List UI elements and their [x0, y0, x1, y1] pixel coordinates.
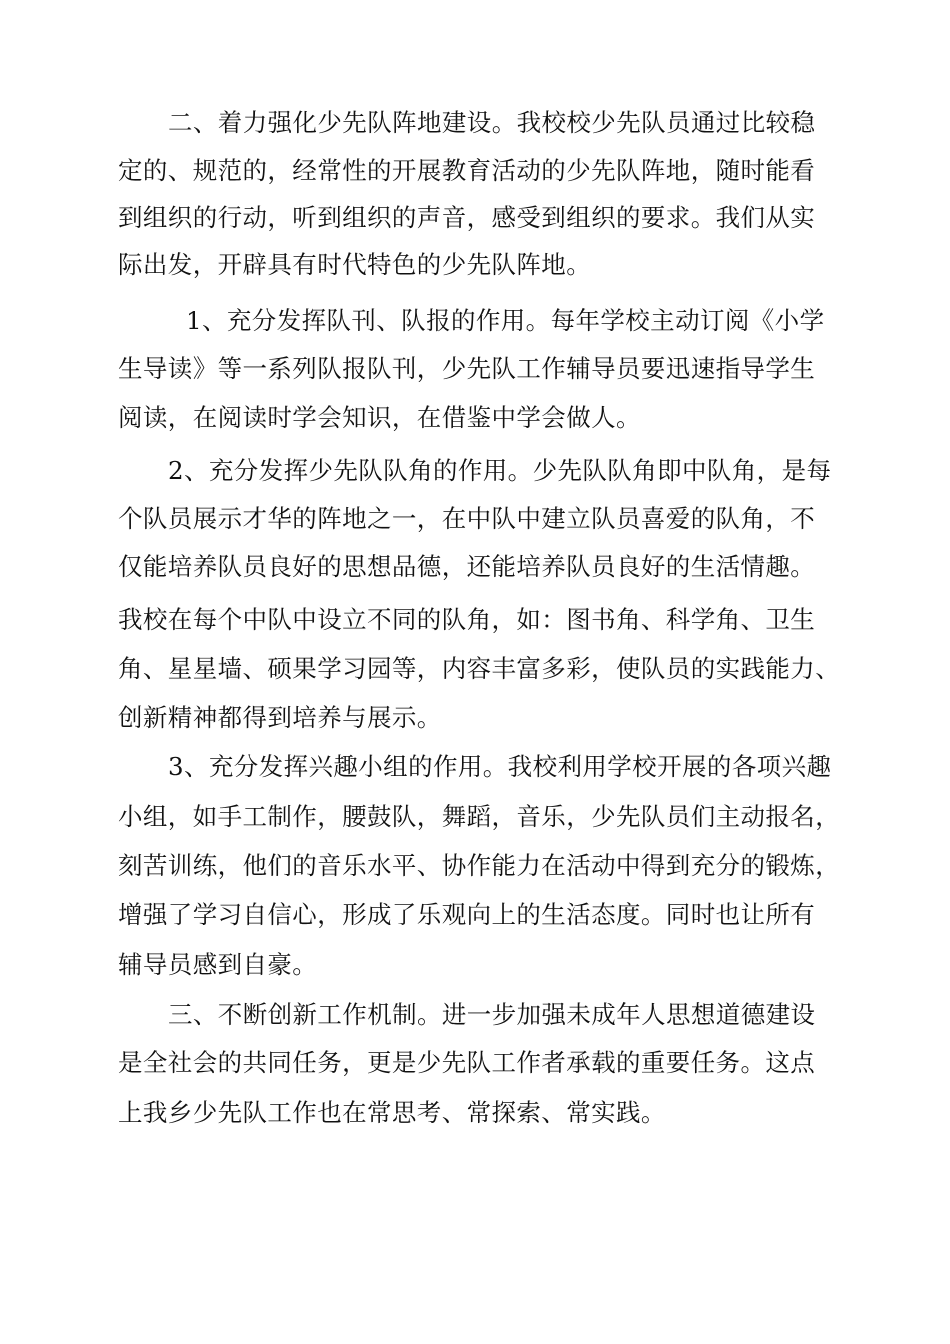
paragraph-5-line-3: 上我乡少先队工作也在常思考、常探索、常实践。	[118, 1098, 666, 1127]
paragraph-3-line-1: 2、充分发挥少先队队角的作用。少先队队角即中队角，是每	[168, 456, 832, 485]
paragraph-1-line-3: 到组织的行动，听到组织的声音，感受到组织的要求。我们从实	[118, 203, 816, 232]
paragraph-4-line-2: 小组，如手工制作，腰鼓队，舞蹈，音乐，少先队员们主动报名，	[118, 802, 841, 831]
paragraph-3-line-3: 仅能培养队员良好的思想品德，还能培养队员良好的生活情趣。	[118, 552, 816, 581]
paragraph-4-line-3: 刻苦训练，他们的音乐水平、协作能力在活动中得到充分的锻炼，	[118, 851, 841, 880]
paragraph-3-line-2: 个队员展示才华的阵地之一，在中队中建立队员喜爱的队角，不	[118, 504, 816, 533]
paragraph-5-line-2: 是全社会的共同任务，更是少先队工作者承载的重要任务。这点	[118, 1048, 816, 1077]
paragraph-2-line-1: 1、充分发挥队刊、队报的作用。每年学校主动订阅《小学	[186, 306, 825, 335]
paragraph-3-line-6: 创新精神都得到培养与展示。	[118, 703, 442, 732]
paragraph-1-line-2: 定的、规范的，经常性的开展教育活动的少先队阵地，随时能看	[118, 156, 816, 185]
paragraph-2-line-3: 阅读，在阅读时学会知识，在借鉴中学会做人。	[118, 403, 641, 432]
paragraph-4-line-5: 辅导员感到自豪。	[118, 950, 318, 979]
paragraph-4-line-1: 3、充分发挥兴趣小组的作用。我校利用学校开展的各项兴趣	[168, 752, 832, 781]
paragraph-3-line-4: 我校在每个中队中设立不同的队角，如：图书角、科学角、卫生	[118, 605, 816, 634]
paragraph-5-line-1: 三、不断创新工作机制。进一步加强未成年人思想道德建设	[168, 1000, 816, 1029]
paragraph-3-line-5: 角、星星墙、硕果学习园等，内容丰富多彩，使队员的实践能力、	[118, 654, 841, 683]
paragraph-1-line-4: 际出发，开辟具有时代特色的少先队阵地。	[118, 250, 592, 279]
paragraph-2-line-2: 生导读》等一系列队报队刊，少先队工作辅导员要迅速指导学生	[118, 354, 816, 383]
paragraph-4-line-4: 增强了学习自信心，形成了乐观向上的生活态度。同时也让所有	[118, 900, 816, 929]
paragraph-1-line-1: 二、着力强化少先队阵地建设。我校校少先队员通过比较稳	[168, 108, 816, 137]
